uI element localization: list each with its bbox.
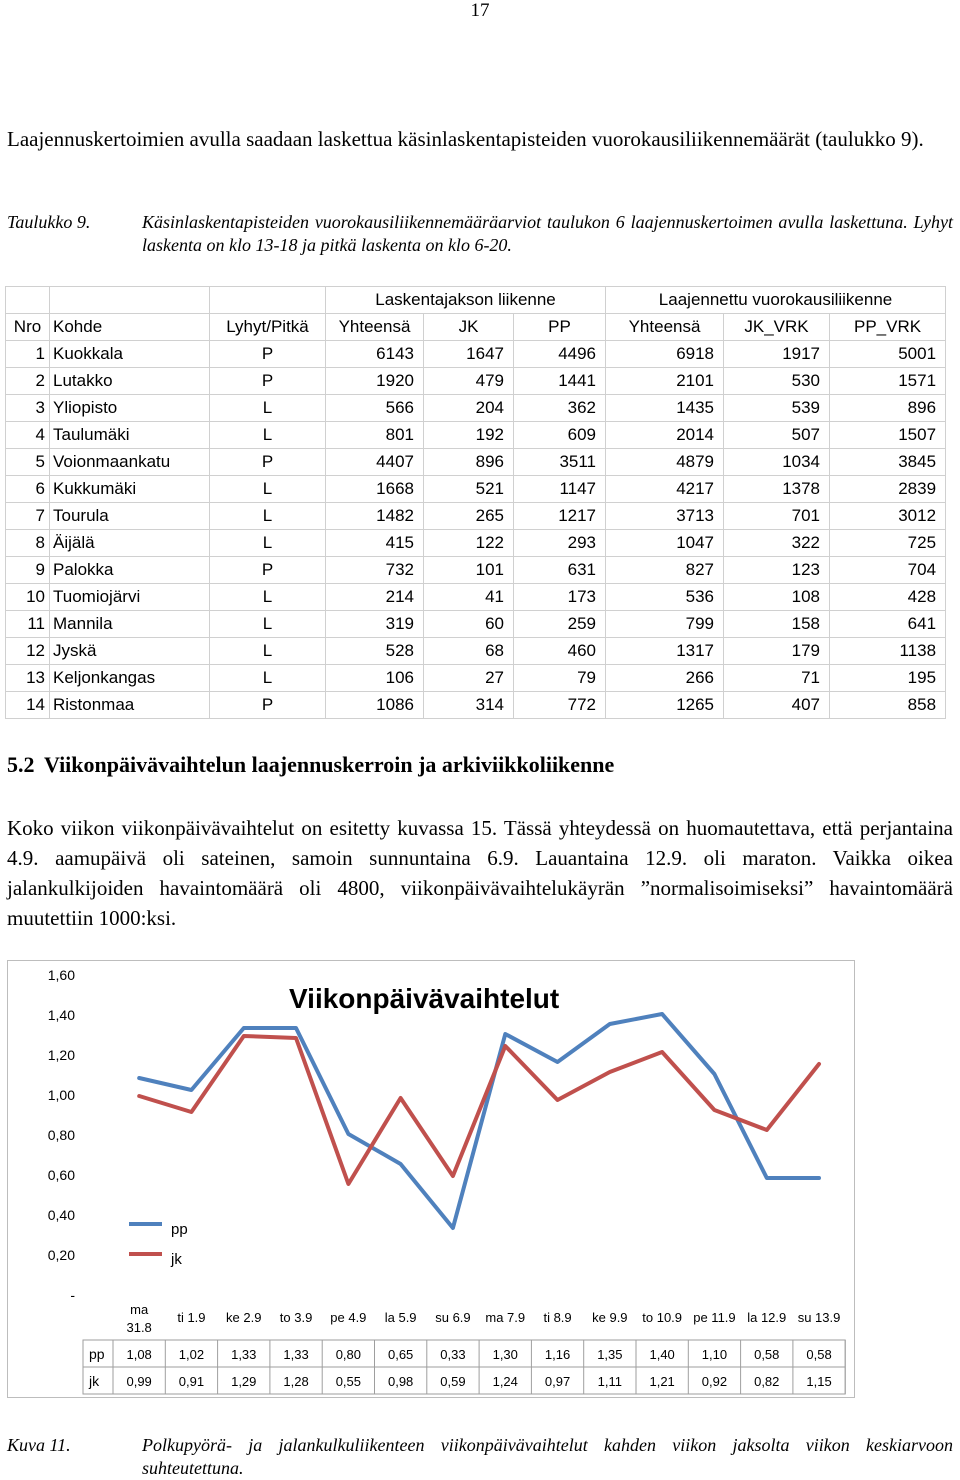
table-cell: 4217	[606, 476, 724, 503]
table-cell: 4407	[326, 449, 424, 476]
table-cell: 123	[724, 557, 830, 584]
table-cell: 1647	[424, 341, 514, 368]
x-tick-label: ma 7.9	[485, 1310, 526, 1325]
figure-caption	[7, 1434, 953, 1480]
table-cell: 319	[326, 611, 424, 638]
table-cell: 68	[424, 638, 514, 665]
table-cell: 725	[830, 530, 946, 557]
table-cell: 6143	[326, 341, 424, 368]
table-cell: 12	[6, 638, 50, 665]
data-table-value: 0,98	[387, 1374, 414, 1389]
table-cell: 9	[6, 557, 50, 584]
table-cell: 11	[6, 611, 50, 638]
data-table-value: 1,02	[178, 1347, 205, 1362]
table-cell: L	[210, 476, 326, 503]
x-tick-label: su 6.9	[435, 1310, 471, 1325]
table-cell: 799	[606, 611, 724, 638]
table-cell: 1441	[514, 368, 606, 395]
section-title: Viikonpäivävaihtelun laajennuskerroin ja arkiviikkoliikenne	[44, 752, 615, 777]
data-table-value: 0,55	[335, 1374, 362, 1389]
data-table-value: 0,58	[754, 1347, 780, 1362]
table-cell: 13	[6, 665, 50, 692]
table-cell: Mannila	[50, 611, 210, 638]
table-cell: Kuokkala	[50, 341, 210, 368]
data-table-value: 0,92	[701, 1374, 728, 1389]
table-cell: 173	[514, 584, 606, 611]
table-cell: 772	[514, 692, 606, 719]
data-table-value: 1,28	[283, 1374, 309, 1389]
table-cell: 195	[830, 665, 946, 692]
y-tick-label: 1,40	[47, 1007, 75, 1023]
table-row	[6, 692, 946, 719]
table-cell: 27	[424, 665, 514, 692]
table-cell: Keljonkangas	[50, 665, 210, 692]
table-cell: L	[210, 395, 326, 422]
table-cell: 6	[6, 476, 50, 503]
data-table-value: 0,58	[806, 1347, 832, 1362]
table-cell: Jyskä	[50, 638, 210, 665]
table-caption	[7, 211, 953, 259]
table-row	[6, 611, 946, 638]
chart-title: Viikonpäivävaihtelut	[289, 983, 560, 1014]
column-header: Nro	[6, 314, 50, 341]
data-table-value: 0,80	[335, 1347, 362, 1362]
table-cell	[50, 287, 210, 314]
table-cell: P	[210, 368, 326, 395]
table-cell: 1435	[606, 395, 724, 422]
table-cell: Äijälä	[50, 530, 210, 557]
table-cell: 1217	[514, 503, 606, 530]
table-cell: 1668	[326, 476, 424, 503]
data-table-series-name: pp	[89, 1346, 105, 1362]
table-cell: L	[210, 584, 326, 611]
table-cell: 101	[424, 557, 514, 584]
y-tick-label: 0,80	[47, 1127, 75, 1143]
column-header: JK	[424, 314, 514, 341]
x-tick-label: su 13.9	[797, 1310, 841, 1325]
table-cell: 122	[424, 530, 514, 557]
table-cell: 1034	[724, 449, 830, 476]
table-row	[6, 341, 946, 368]
table-cell: 530	[724, 368, 830, 395]
traffic-table	[5, 286, 946, 719]
table-cell: 460	[514, 638, 606, 665]
table-cell: 322	[724, 530, 830, 557]
table-cell: 4	[6, 422, 50, 449]
table-cell: 2	[6, 368, 50, 395]
table-cell: 6918	[606, 341, 724, 368]
y-tick-label: 1,20	[47, 1047, 75, 1063]
table-cell: Voionmaankatu	[50, 449, 210, 476]
table-row	[6, 665, 946, 692]
table-cell: 214	[326, 584, 424, 611]
table-cell: L	[210, 503, 326, 530]
table-cell: L	[210, 665, 326, 692]
table-cell: 3	[6, 395, 50, 422]
table-cell: 14	[6, 692, 50, 719]
table-cell: 5001	[830, 341, 946, 368]
chart-svg	[7, 960, 855, 1398]
table-cell: 631	[514, 557, 606, 584]
table-cell: 609	[514, 422, 606, 449]
data-table-value: 0,97	[544, 1374, 571, 1389]
x-tick-label: 31.8	[126, 1320, 152, 1335]
table-cell: 293	[514, 530, 606, 557]
data-table-value: 1,40	[649, 1347, 675, 1362]
table-cell: 701	[724, 503, 830, 530]
figure-caption-text: Polkupyörä- ja jalankulkuliikenteen viikonpäivävaihtelut kahden viikon jaksolta viikon keskiarvoon suhteutettuna.	[142, 1435, 953, 1478]
table-cell: 704	[830, 557, 946, 584]
table-cell: 539	[724, 395, 830, 422]
table-cell	[210, 287, 326, 314]
table-cell: 407	[724, 692, 830, 719]
table-cell: 79	[514, 665, 606, 692]
group-header-expanded-daily: Laajennettu vuorokausiliikenne	[606, 287, 946, 314]
column-header: Yhteensä	[606, 314, 724, 341]
column-header: Kohde	[50, 314, 210, 341]
legend-label-pp: pp	[171, 1221, 188, 1238]
x-tick-label: la 12.9	[747, 1310, 787, 1325]
table-cell: 41	[424, 584, 514, 611]
table-caption-label: Taulukko 9.	[7, 212, 91, 232]
section-heading	[7, 752, 614, 778]
x-tick-label: pe 11.9	[693, 1310, 736, 1325]
table-cell: 1086	[326, 692, 424, 719]
y-tick-label: 1,60	[47, 967, 75, 983]
table-cell: P	[210, 692, 326, 719]
table-cell: 521	[424, 476, 514, 503]
data-table-value: 1,29	[231, 1374, 257, 1389]
data-table-value: 1,24	[492, 1374, 518, 1389]
column-header: PP_VRK	[830, 314, 946, 341]
table-cell: 5	[6, 449, 50, 476]
table-cell: 507	[724, 422, 830, 449]
table-cell: 1265	[606, 692, 724, 719]
data-table-value: 1,33	[283, 1347, 309, 1362]
table-column-header-row	[6, 314, 946, 341]
y-tick-label: 1,00	[47, 1087, 75, 1103]
table-cell: P	[210, 449, 326, 476]
x-tick-label: ke 9.9	[592, 1310, 628, 1325]
intro-paragraph: Laajennuskertoimien avulla saadaan laskettua käsinlaskentapisteiden vuorokausiliikennemäärät (taulukko 9).	[7, 127, 924, 151]
table-cell: 60	[424, 611, 514, 638]
table-cell: L	[210, 638, 326, 665]
table-row	[6, 476, 946, 503]
y-tick-label: -	[70, 1287, 75, 1303]
table-cell: Kukkumäki	[50, 476, 210, 503]
table-cell: 1138	[830, 638, 946, 665]
data-table-value: 0,59	[440, 1374, 466, 1389]
table-cell: 1	[6, 341, 50, 368]
table-cell: 428	[830, 584, 946, 611]
table-cell: 1047	[606, 530, 724, 557]
table-cell: L	[210, 422, 326, 449]
data-table-value: 0,82	[754, 1374, 780, 1389]
table-cell: 1507	[830, 422, 946, 449]
data-table-value: 1,35	[597, 1347, 623, 1362]
table-cell: 2101	[606, 368, 724, 395]
x-tick-label: ma	[130, 1302, 149, 1317]
data-table-value: 0,33	[440, 1347, 466, 1362]
table-cell: 266	[606, 665, 724, 692]
table-cell: 2014	[606, 422, 724, 449]
table-cell: 858	[830, 692, 946, 719]
table-cell: 106	[326, 665, 424, 692]
section-paragraph: Koko viikon viikonpäivävaihtelut on esitetty kuvassa 15. Tässä yhteydessä on huomautettava, että perjantaina 4.9. aamupäivä oli sateinen, samoin sunnuntaina 6.9. Lauantaina 12.9. oli maraton. Vaikka oikea jalankulkijoiden havaintomäärä oli 4800, viikonpäivävaihtelukäyrän ”normalisoimiseksi” havaintomäärä muutettiin 1000:ksi.	[7, 816, 953, 930]
table-row	[6, 584, 946, 611]
table-cell: 8	[6, 530, 50, 557]
data-table-value: 1,15	[806, 1374, 832, 1389]
table-row	[6, 503, 946, 530]
page-number: 17	[470, 0, 490, 21]
table-cell: 10	[6, 584, 50, 611]
table-cell: L	[210, 611, 326, 638]
table-cell: P	[210, 341, 326, 368]
data-table-value: 1,11	[597, 1374, 623, 1389]
table-cell: 362	[514, 395, 606, 422]
table-row	[6, 368, 946, 395]
table-cell: 827	[606, 557, 724, 584]
x-tick-label: ti 8.9	[543, 1310, 572, 1325]
column-header: Yhteensä	[326, 314, 424, 341]
y-tick-label: 0,20	[47, 1247, 75, 1263]
group-header-counting-period: Laskentajakson liikenne	[326, 287, 606, 314]
table-cell: P	[210, 557, 326, 584]
table-cell: 3012	[830, 503, 946, 530]
x-tick-label: to 10.9	[642, 1310, 683, 1325]
table-cell: 1920	[326, 368, 424, 395]
table-cell: 479	[424, 368, 514, 395]
table-cell: 801	[326, 422, 424, 449]
table-cell: 415	[326, 530, 424, 557]
table-cell: 1917	[724, 341, 830, 368]
table-cell: 158	[724, 611, 830, 638]
table-row	[6, 530, 946, 557]
table-cell: 4879	[606, 449, 724, 476]
table-cell: 1571	[830, 368, 946, 395]
table-cell: 1147	[514, 476, 606, 503]
column-header: JK_VRK	[724, 314, 830, 341]
table-row	[6, 557, 946, 584]
table-row	[6, 449, 946, 476]
table-cell: Palokka	[50, 557, 210, 584]
table-cell: 265	[424, 503, 514, 530]
x-tick-label: pe 4.9	[330, 1310, 367, 1325]
data-table-value: 1,21	[649, 1374, 675, 1389]
table-cell: L	[210, 530, 326, 557]
x-tick-label: to 3.9	[279, 1310, 313, 1325]
table-cell: Lutakko	[50, 368, 210, 395]
table-group-header-row	[6, 287, 946, 314]
table-cell: 3845	[830, 449, 946, 476]
table-caption-text: Käsinlaskentapisteiden vuorokausiliikennemääräarviot taulukon 6 laajennuskertoimen avulla laskettuna. Lyhyt laskenta on klo 13-18 ja pitkä laskenta on klo 6-20.	[142, 212, 953, 255]
table-cell: 192	[424, 422, 514, 449]
table-row	[6, 395, 946, 422]
table-cell: 566	[326, 395, 424, 422]
table-cell: 641	[830, 611, 946, 638]
table-cell: 7	[6, 503, 50, 530]
table-cell: 3511	[514, 449, 606, 476]
x-tick-label: ke 2.9	[226, 1310, 262, 1325]
weekday-variation-chart	[7, 960, 855, 1398]
table-cell: Ristonmaa	[50, 692, 210, 719]
legend-label-jk: jk	[171, 1251, 182, 1268]
section-number: 5.2	[7, 752, 35, 777]
table-cell: 2839	[830, 476, 946, 503]
table-cell: 71	[724, 665, 830, 692]
table-cell: 1378	[724, 476, 830, 503]
table-cell: 536	[606, 584, 724, 611]
table-cell: 1482	[326, 503, 424, 530]
table-cell: 4496	[514, 341, 606, 368]
column-header: PP	[514, 314, 606, 341]
column-header: Lyhyt/Pitkä	[210, 314, 326, 341]
table-cell: 259	[514, 611, 606, 638]
table-cell: 3713	[606, 503, 724, 530]
y-tick-label: 0,60	[47, 1167, 75, 1183]
table-cell: Taulumäki	[50, 422, 210, 449]
table-cell: 1317	[606, 638, 724, 665]
table-cell: 896	[830, 395, 946, 422]
table-row	[6, 638, 946, 665]
data-table-value: 1,30	[492, 1347, 518, 1362]
y-tick-label: 0,40	[47, 1207, 75, 1223]
table-row	[6, 422, 946, 449]
figure-caption-label: Kuva 11.	[7, 1435, 71, 1455]
table-cell: 179	[724, 638, 830, 665]
data-table-value: 1,33	[231, 1347, 257, 1362]
table-cell: 896	[424, 449, 514, 476]
table-cell: 732	[326, 557, 424, 584]
table-cell: Tourula	[50, 503, 210, 530]
x-tick-label: ti 1.9	[177, 1310, 206, 1325]
x-tick-label: la 5.9	[384, 1310, 417, 1325]
table-cell	[6, 287, 50, 314]
data-table-series-name: jk	[89, 1373, 100, 1389]
table-cell: Tuomiojärvi	[50, 584, 210, 611]
table-cell: Yliopisto	[50, 395, 210, 422]
data-table-value: 0,91	[178, 1374, 205, 1389]
data-table-value: 0,65	[387, 1347, 414, 1362]
table-cell: 204	[424, 395, 514, 422]
data-table-value: 1,16	[544, 1347, 571, 1362]
table-cell: 528	[326, 638, 424, 665]
data-table-value: 0,99	[126, 1374, 152, 1389]
data-table-value: 1,08	[126, 1347, 152, 1362]
data-table-value: 1,10	[701, 1347, 728, 1362]
table-cell: 314	[424, 692, 514, 719]
table-cell: 108	[724, 584, 830, 611]
